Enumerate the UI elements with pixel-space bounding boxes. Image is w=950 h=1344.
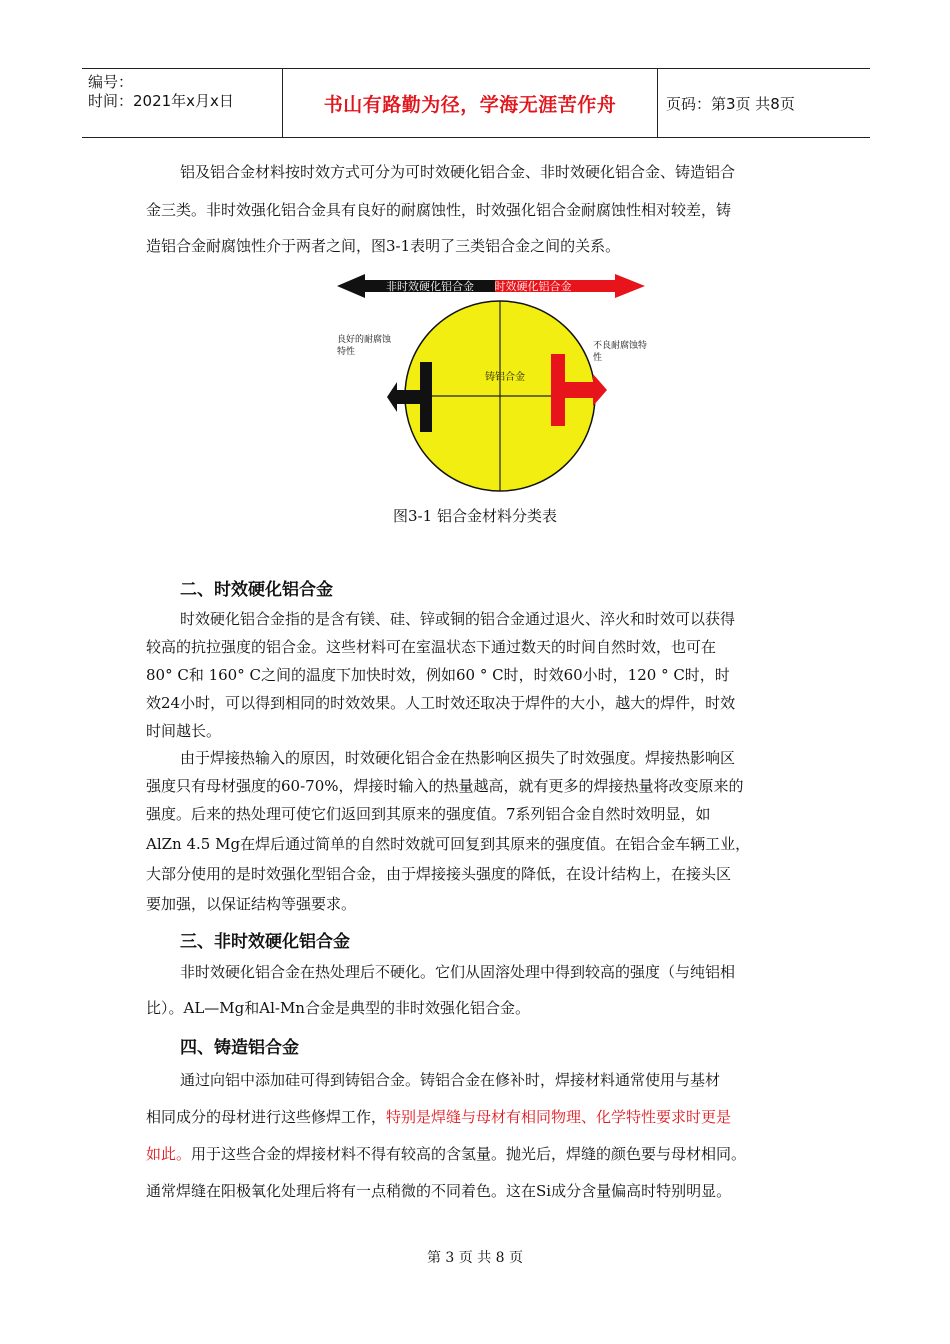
right-note-1: 不良耐腐蚀特 — [593, 341, 648, 351]
right-note-2: 性 — [593, 353, 603, 363]
s4-line-4: 通常焊缝在阳极氧化处理后将有一点稍微的不同着色。这在Si成分含量偏高时特别明显。 — [146, 1182, 732, 1200]
header-meta — [82, 69, 282, 137]
intro-line-2: 金三类。非时效强化铝合金具有良好的耐腐蚀性，时效强化铝合金耐腐蚀性相对较差，铸 — [146, 201, 732, 219]
s2-p2-line-6: 要加强，以保证结构等强要求。 — [146, 895, 357, 913]
s2-p1-line-4: 效24小时，可以得到相同的时效效果。人工时效还取决于焊件的大小，越大的焊件，时效 — [146, 694, 736, 712]
s4-line-2-black: 相同成分的母材进行这些修焊工作， — [146, 1108, 387, 1126]
s4-line-3 — [146, 1144, 806, 1164]
left-t-bar — [420, 362, 432, 432]
s2-p1-line-2: 较高的抗拉强度的铝合金。这些材料可在室温状态下通过数天的时间自然时效，也可在 — [146, 638, 717, 656]
section-3-heading: 三、非时效硬化铝合金 — [180, 932, 350, 952]
header-page-number: 页码：第3页 共8页 — [666, 94, 795, 113]
left-note-2: 特性 — [337, 347, 356, 357]
page-header — [82, 68, 870, 138]
page-footer: 第 3 页 共 8 页 — [426, 1250, 524, 1266]
header-motto: 书山有路勤为径，学海无涯苦作舟 — [282, 69, 658, 137]
s2-p2-line-2: 强度只有母材强度的60-70%，焊接时输入的热量越高，就有更多的焊接热量将改变原来的 — [146, 777, 744, 795]
section-4-heading: 四、铸造铝合金 — [180, 1038, 299, 1058]
left-arrow-label: 非时效硬化铝合金 — [386, 280, 474, 293]
section-2-heading: 二、时效硬化铝合金 — [180, 580, 333, 600]
doc-number-label: 编号： — [88, 73, 134, 91]
intro-line-3: 造铝合金耐腐蚀性介于两者之间，图3-1表明了三类铝合金之间的关系。 — [146, 237, 621, 255]
intro-line-1: 铝及铝合金材料按时效方式可分为可时效硬化铝合金、非时效硬化铝合金、铸造铝合 — [180, 163, 736, 181]
s4-line-3-black: 用于这些合金的焊接材料不得有较高的含氢量。抛光后，焊缝的颜色要与母材相同。 — [191, 1145, 747, 1163]
right-arrow-label: 时效硬化铝合金 — [494, 280, 572, 293]
center-label: 铸铝合金 — [485, 372, 525, 383]
s4-line-1: 通过向铝中添加硅可得到铸铝合金。铸铝合金在修补时，焊接材料通常使用与基材 — [180, 1071, 721, 1089]
s3-line-2: 比）。AL—Mg和Al-Mn合金是典型的非时效强化铝合金。 — [146, 999, 530, 1017]
right-t-bar — [551, 354, 565, 426]
doc-date-label: 时间：2021年x月x日 — [88, 92, 234, 110]
figure-caption: 图3-1 铝合金材料分类表 — [393, 507, 557, 525]
s2-p1-line-3: 80° C和 160° C之间的温度下加快时效，例如60 ° C时，时效60小时，120 ° C时，时 — [146, 666, 730, 684]
s3-line-1: 非时效硬化铝合金在热处理后不硬化。它们从固溶处理中得到较高的强度（与纯铝相 — [180, 963, 736, 981]
s2-p2-line-1: 由于焊接热输入的原因，时效硬化铝合金在热影响区损失了时效强度。焊接热影响区 — [180, 749, 736, 767]
s2-p1-line-5: 时间越长。 — [146, 722, 222, 740]
s2-p1-line-1: 时效硬化铝合金指的是含有镁、硅、锌或铜的铝合金通过退火、淬火和时效可以获得 — [180, 610, 736, 628]
left-note-1: 良好的耐腐蚀 — [337, 335, 392, 345]
s4-line-3-red: 如此。 — [146, 1145, 192, 1163]
figure-svg — [335, 272, 649, 494]
alloy-classification-figure — [335, 272, 649, 494]
s4-line-2 — [146, 1107, 806, 1127]
s4-line-2-red: 特别是焊缝与母材有相同物理、化学特性要求时更是 — [386, 1108, 732, 1126]
s2-p2-line-4: AlZn 4.5 Mg在焊后通过简单的自然时效就可回复到其原来的强度值。在铝合金车辆工业， — [146, 835, 751, 853]
s2-p2-line-3: 强度。后来的热处理可使它们返回到其原来的强度值。7系列铝合金自然时效明显，如 — [146, 805, 711, 823]
s2-p2-line-5: 大部分使用的是时效强化型铝合金，由于焊接接头强度的降低，在设计结构上，在接头区 — [146, 865, 732, 883]
